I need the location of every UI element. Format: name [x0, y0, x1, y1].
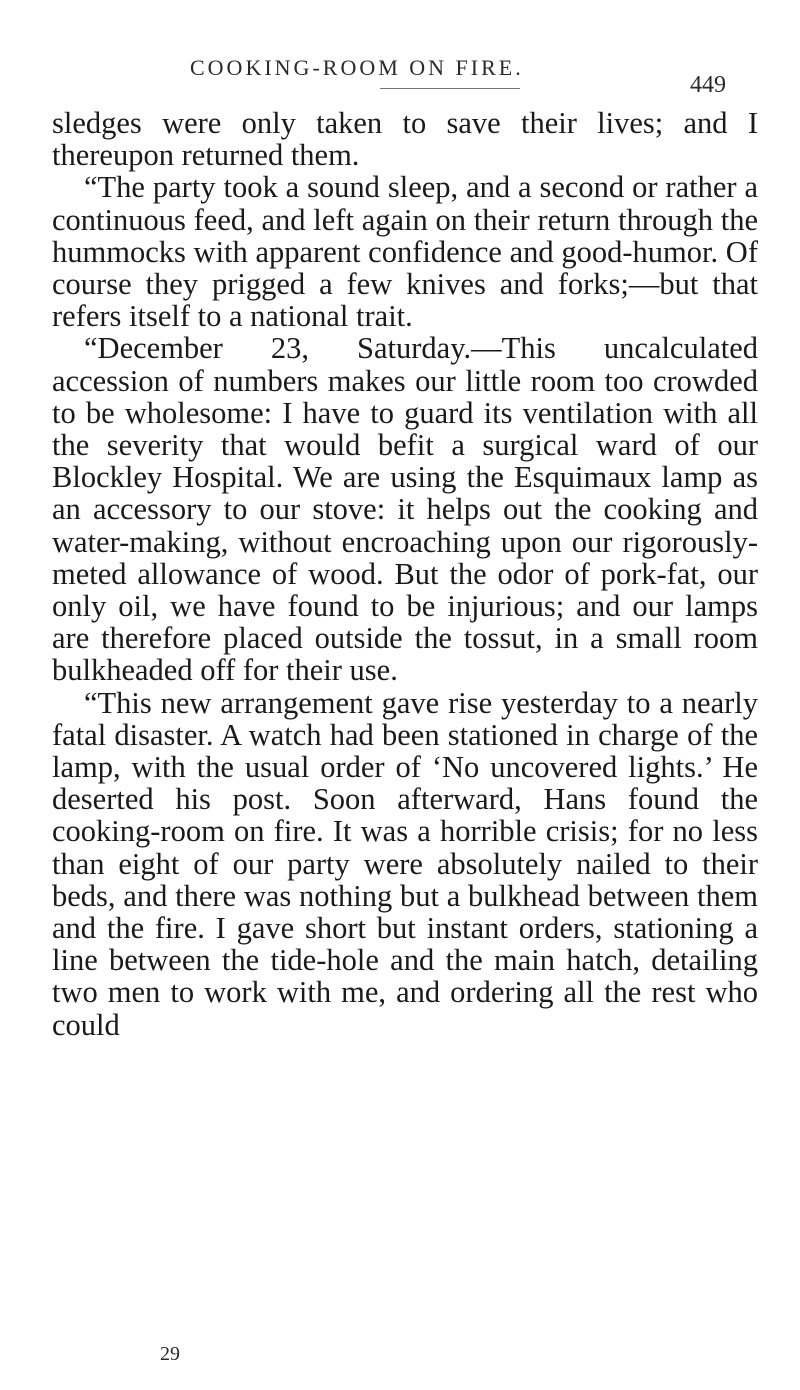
- paragraph-continuation: sledges were only taken to save their lives; and I thereupon returned them.: [52, 106, 758, 173]
- running-title: COOKING-ROOM ON FIRE.: [190, 55, 524, 80]
- header-rule: [380, 88, 520, 89]
- signature-mark: 29: [160, 1343, 180, 1365]
- paragraph-december-23: “December 23, Saturday.—This uncalculated accession of numbers makes our little room too crowded to be wholesome: I have to guard its ventilation with all the severity that would befit a surgical ward of our Blockley Hospital. We are using the Esquimaux lamp as an accessory to our stove: it helps out the cooking and water-making, without encroaching upon our rigorously-meted allowance of wood. But the odor of pork-fat, our only oil, we have found to be injurious; and our lamps are therefore placed outside the tossut, in a small room bulkheaded off for their use.: [52, 331, 758, 688]
- body-text: [52, 107, 758, 1041]
- paragraph-party-sleep: “The party took a sound sleep, and a second or rather a continuous feed, and left again on their return through the hummocks with apparent confidence and good-humor. Of course they prigged a few knives and forks;—but that refers itself to a national trait.: [52, 170, 758, 334]
- paragraph-fire-disaster: “This new arrangement gave rise yesterday to a nearly fatal disaster. A watch had been stationed in charge of the lamp, with the usual order of ‘No uncovered lights.’ He deserted his post. Soon afterward, Hans found the cooking-room on fire. It was a horrible crisis; for no less than eight of our party were absolutely nailed to their beds, and there was nothing but a bulkhead between them and the fire. I gave short but instant orders, stationing a line between the tide-hole and the main hatch, detailing two men to work with me, and ordering all the rest who could: [52, 685, 758, 1042]
- page-number: 449: [690, 72, 726, 98]
